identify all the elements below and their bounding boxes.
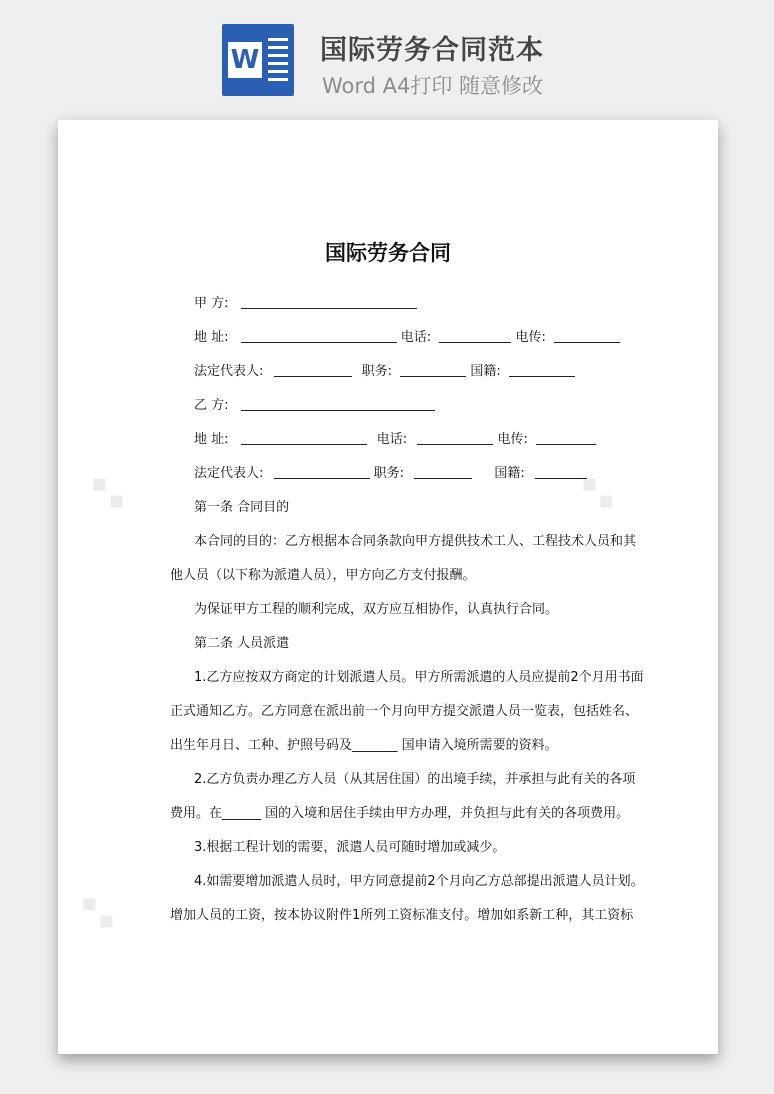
paragraph-line: 为保证甲方工程的顺利完成，双方应互相协作，认真执行合同。 (194, 602, 559, 617)
party-b-fax-label: 电传: (497, 432, 528, 447)
party-a-position-label: 职务: (361, 364, 393, 379)
party-b-name-blank (241, 396, 435, 411)
party-b-rep-blank (274, 464, 370, 479)
paragraph-line: 增加人员的工资，按本协议附件1所列工资标准支付。增加如系新工种，其工资标 (170, 908, 634, 923)
banner-title: 国际劳务合同范本 (320, 35, 544, 66)
party-a-nationality-label: 国籍: (470, 364, 501, 379)
party-a-phone-label: 电话: (400, 330, 432, 345)
party-a-name-label: 甲 方: (194, 296, 229, 311)
banner-subtitle: Word A4打印 随意修改 (322, 74, 544, 98)
party-a-name-blank (241, 294, 417, 309)
party-a-phone-blank (439, 328, 511, 343)
party-a-rep-label: 法定代表人: (194, 364, 264, 379)
paragraph-line: 出生年月日、工种、护照号码及_______ 国申请入境所需要的资料。 (170, 738, 558, 753)
watermark-icon: ◆ ◆ (85, 469, 132, 516)
party-b-address-label: 地 址: (194, 432, 229, 447)
party-a-position-blank (400, 362, 466, 377)
party-b-position-blank (414, 464, 472, 479)
paragraph-line: 1.乙方应按双方商定的计划派遣人员。甲方所需派遣的人员应提前2个月用书面 (194, 670, 644, 685)
paragraph-line: 费用。在______ 国的入境和居住手续由甲方办理，并负担与此有关的各项费用。 (170, 806, 630, 821)
party-a-address-label: 地 址: (194, 330, 229, 345)
party-a-fax-blank (554, 328, 620, 343)
party-b-address-blank (241, 430, 367, 445)
party-b-name-row (194, 396, 435, 416)
document-page (58, 120, 718, 1054)
party-b-position-label: 职务: (373, 466, 405, 481)
party-b-name-label: 乙 方: (194, 398, 229, 413)
paragraph-line: 本合同的目的：乙方根据本合同条款向甲方提供技术工人、工程技术人员和其 (194, 534, 637, 549)
paragraph-line: 3.根据工程计划的需要，派遣人员可随时增加或减少。 (194, 840, 506, 855)
party-b-rep-row (194, 464, 587, 484)
party-b-rep-label: 法定代表人: (194, 466, 264, 481)
party-a-name-row (194, 294, 417, 314)
party-a-fax-label: 电传: (515, 330, 546, 345)
party-a-address-blank (241, 328, 397, 343)
party-a-address-row (194, 328, 620, 348)
party-a-rep-blank (274, 362, 352, 377)
party-a-rep-row (194, 362, 575, 382)
party-b-address-row (194, 430, 596, 450)
document-title: 国际劳务合同 (325, 241, 451, 265)
paragraph-line: 正式通知乙方。乙方同意在派出前一个月向甲方提交派遣人员一览表，包括姓名、 (170, 704, 639, 719)
word-icon-lines (268, 38, 288, 86)
party-a-nationality-blank (509, 362, 575, 377)
article-1-heading: 第一条 合同目的 (194, 500, 290, 515)
watermark-icon: ◆ ◆ (75, 889, 122, 936)
party-b-nationality-label: 国籍: (494, 466, 525, 481)
watermark-icon: ◆ ◆ (575, 469, 622, 516)
paragraph-line: 2.乙方负责办理乙方人员（从其居住国）的出境手续，并承担与此有关的各项 (194, 772, 636, 787)
party-b-phone-label: 电话: (376, 432, 408, 447)
party-b-fax-blank (536, 430, 596, 445)
article-2-heading: 第二条 人员派遣 (194, 636, 290, 651)
word-icon-letter: W (228, 42, 262, 78)
banner (0, 0, 774, 118)
party-b-nationality-blank (535, 464, 587, 479)
word-document-icon (222, 24, 294, 96)
paragraph-line: 他人员（以下称为派遣人员），甲方向乙方支付报酬。 (170, 568, 476, 583)
party-b-phone-blank (417, 430, 493, 445)
paragraph-line: 4.如需要增加派遣人员时，甲方同意提前2个月向乙方总部提出派遣人员计划。 (194, 874, 644, 889)
